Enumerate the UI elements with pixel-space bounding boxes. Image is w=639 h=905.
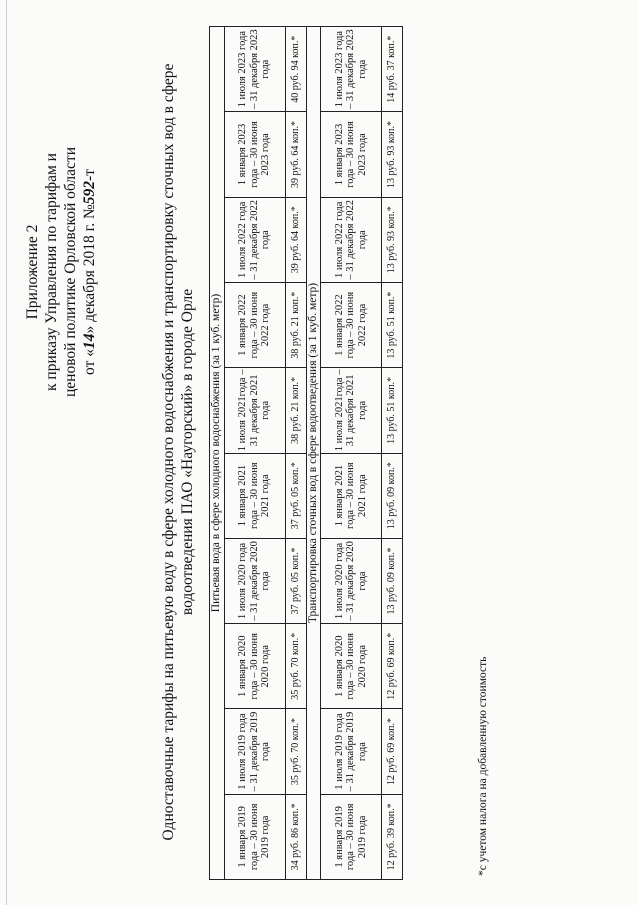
tariff-value-cell: 12 руб. 69 коп.* <box>382 624 403 709</box>
tariff-table-body <box>210 27 403 880</box>
tariff-value-cell: 34 руб. 86 коп.* <box>285 794 306 879</box>
period-cell: 1 января 2023 года – 30 июня 2023 года <box>321 112 382 197</box>
period-cell: 1 января 2019 года – 30 июня 2019 года <box>224 794 285 879</box>
tariff-value-cell: 35 руб. 70 коп.* <box>285 624 306 709</box>
tariff-value-cell: 13 руб. 93 коп.* <box>382 197 403 282</box>
title-line-2: водоотведения ПАО «Наугорский» в городе Орле <box>179 288 196 616</box>
order-day: 14 <box>81 333 98 349</box>
appendix-order-line: к приказу Управления по тарифам и <box>43 153 60 391</box>
period-cell: 1 июля 2022 года – 31 декабря 2022 года <box>224 197 285 282</box>
appendix-title: Приложение 2 <box>24 224 41 320</box>
period-cell: 1 июля 2020 года – 31 декабря 2020 года <box>321 538 382 623</box>
appendix-date-line <box>80 52 99 492</box>
section-header-row <box>210 27 225 880</box>
order-number: 592 <box>81 181 98 205</box>
period-cell: 1 января 2022 года – 30 июня 2022 года <box>224 282 285 367</box>
appendix-authority-line: ценовой политике Орловской области <box>62 147 79 397</box>
period-cell: 1 июля 2022 года – 31 декабря 2022 года <box>321 197 382 282</box>
tariff-table <box>209 26 403 880</box>
period-cell: 1 июля 2021года – 31 декабря 2021 года <box>321 368 382 453</box>
tariff-value-cell: 35 руб. 70 коп.* <box>285 709 306 794</box>
period-cell: 1 января 2022 года – 30 июня 2022 года <box>321 282 382 367</box>
tariff-value-row <box>382 27 403 880</box>
tariff-value-cell: 37 руб. 05 коп.* <box>285 453 306 538</box>
period-cell: 1 января 2019 года – 30 июня 2019 года <box>321 794 382 879</box>
period-cell: 1 июля 2023 года – 31 декабря 2023 года <box>224 27 285 112</box>
section-header-row <box>306 27 321 880</box>
section-header: Питьевая вода в сфере холодного водоснабжения (за 1 куб. метр) <box>210 27 225 880</box>
date-mid: » декабря 2018 г. № <box>81 204 98 334</box>
tariff-value-row <box>285 27 306 880</box>
date-prefix: от « <box>81 348 98 375</box>
tariff-value-cell: 37 руб. 05 коп.* <box>285 538 306 623</box>
period-row <box>224 27 285 880</box>
tariff-value-cell: 13 руб. 51 коп.* <box>382 282 403 367</box>
order-suffix: -т <box>81 169 98 181</box>
tariff-value-cell: 39 руб. 64 коп.* <box>285 197 306 282</box>
period-cell: 1 июля 2021года – 31 декабря 2021 года <box>224 368 285 453</box>
tariff-value-cell: 38 руб. 21 коп.* <box>285 282 306 367</box>
tariff-value-cell: 14 руб. 37 коп.* <box>382 27 403 112</box>
tariff-value-cell: 13 руб. 09 коп.* <box>382 453 403 538</box>
tariff-value-cell: 40 руб. 94 коп.* <box>285 27 306 112</box>
scan-edge-line <box>6 0 7 905</box>
period-cell: 1 июля 2019 года – 31 декабря 2019 года <box>321 709 382 794</box>
title-line-1: Одноставочные тарифы на питьевую воду в сфере холодного водоснабжения и транспортировку сточных вод в сфере <box>160 63 177 841</box>
period-cell: 1 января 2021 года – 30 июня 2021 года <box>321 453 382 538</box>
tariff-value-cell: 39 руб. 64 коп.* <box>285 112 306 197</box>
tariff-value-cell: 13 руб. 51 коп.* <box>382 368 403 453</box>
tariff-value-cell: 12 руб. 69 коп.* <box>382 709 403 794</box>
rotated-document <box>9 12 629 892</box>
document-title <box>159 22 197 882</box>
tariff-value-cell: 38 руб. 21 коп.* <box>285 368 306 453</box>
section-header: Транспортировка сточных вод в сфере водоотведения (за 1 куб. метр) <box>306 27 321 880</box>
period-cell: 1 января 2023 года – 30 июня 2023 года <box>224 112 285 197</box>
period-cell: 1 июля 2020 года – 31 декабря 2020 года <box>224 538 285 623</box>
period-cell: 1 января 2020 года – 30 июня 2020 года <box>224 624 285 709</box>
vat-footnote: *с учетом налога на добавленную стоимость <box>477 656 489 876</box>
period-row <box>321 27 382 880</box>
appendix-header <box>23 52 99 492</box>
tariff-value-cell: 13 руб. 93 коп.* <box>382 112 403 197</box>
period-cell: 1 января 2020 года – 30 июня 2020 года <box>321 624 382 709</box>
period-cell: 1 июля 2023 года – 31 декабря 2023 года <box>321 27 382 112</box>
period-cell: 1 января 2021 года – 30 июня 2021 года <box>224 453 285 538</box>
tariff-value-cell: 12 руб. 39 коп.* <box>382 794 403 879</box>
tariff-value-cell: 13 руб. 09 коп.* <box>382 538 403 623</box>
period-cell: 1 июля 2019 года – 31 декабря 2019 года <box>224 709 285 794</box>
